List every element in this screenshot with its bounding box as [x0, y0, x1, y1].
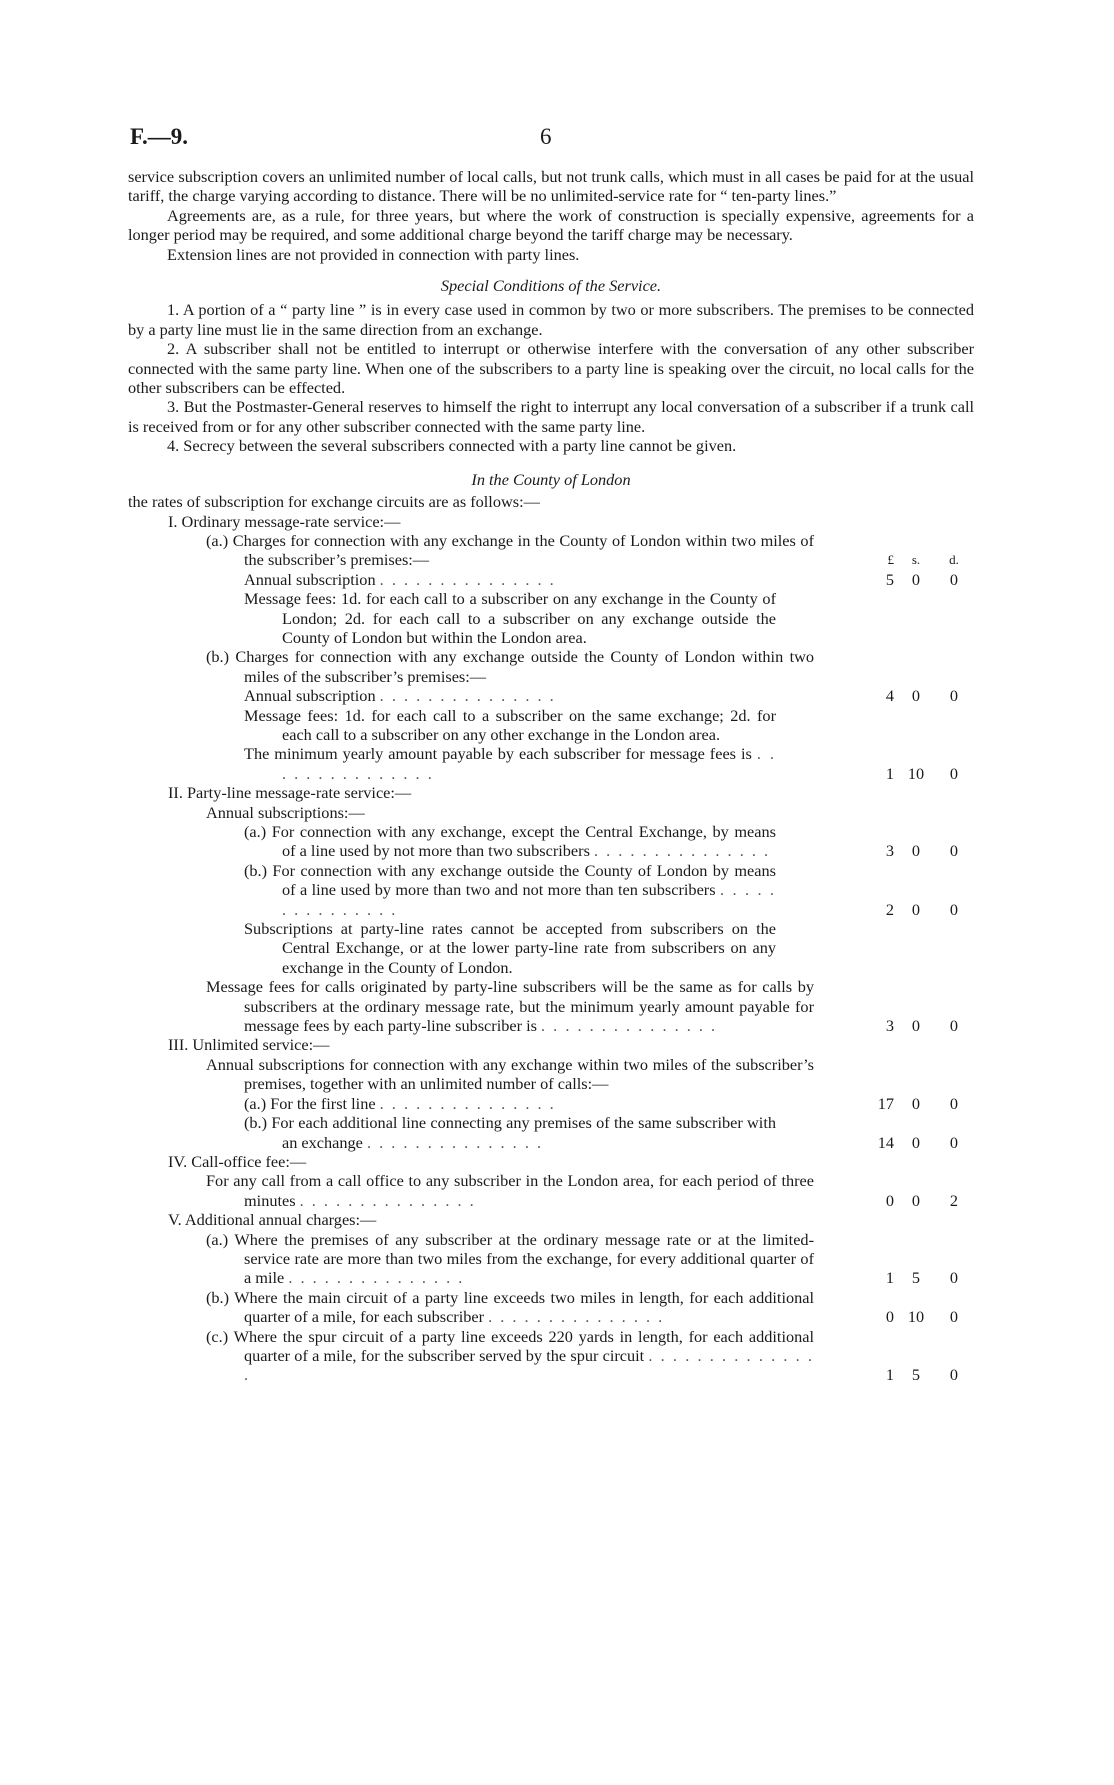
section-5-title: V. Additional annual charges:—	[168, 1210, 377, 1230]
section-4-title: IV. Call-office fee:—	[168, 1151, 307, 1171]
special-conditions-heading: Special Conditions of the Service.	[440, 276, 662, 296]
county-of-london-heading: In the County of London	[471, 469, 631, 489]
leader-dots: . . . . . . . . . . . . . . .	[379, 569, 556, 589]
section-3-intro: Annual subscriptions for connection with any exchange within two miles of the subscriber’s premises, together with an unlimited number of calls:—	[206, 1054, 814, 1094]
leader-dots: . . . . . . . . . . . . . . .	[379, 686, 556, 706]
amount-row: 1 10 0	[885, 763, 959, 783]
shilling-header: s.	[911, 552, 921, 568]
section-2-annual: Annual subscriptions:—	[206, 802, 365, 822]
amount-row: 17 0 0	[877, 1093, 959, 1113]
section-1a-fees: Message fees: 1d. for each call to a subscriber on any exchange in the County of London; 2d. for each call to a subscriber on any exchange outside the County of London but within the London area.	[244, 589, 776, 647]
section-2-note: Subscriptions at party-line rates cannot be accepted from subscribers on the Central Exchange, or at the lower party-line rate from subscribers on any exchange in the County of London.	[244, 919, 776, 977]
intro-paragraph-2: Agreements are, as a rule, for three years, but where the work of construction is specially expensive, agreements for a longer period may be required, and some additional charge beyond the tariff charge may be necessary.	[128, 205, 974, 245]
section-3b-text: (b.) For each additional line connecting any premises of the same subscriber with an exchange . . . . . . . . . . . . . . .	[244, 1113, 776, 1152]
amount-row: 1 5 0	[885, 1268, 959, 1288]
condition-3: 3. But the Postmaster-General reserves to himself the right to interrupt any local conversation of a subscriber if a trunk call is received from or for any other subscriber connected with the same party line.	[128, 397, 974, 436]
amount-row: 14 0 0	[877, 1132, 959, 1152]
pence-header: d.	[949, 552, 959, 568]
currency-header	[854, 550, 974, 569]
section-2-title: II. Party-line message-rate service:—	[168, 783, 412, 803]
pound-header: £	[887, 552, 894, 568]
condition-2: 2. A subscriber shall not be entitled to interrupt or otherwise interfere with the conversation of any other subscriber connected with the same party line. When one of the subscribers to a party line is speaking over the circuit, no local calls for the other subscribers can be effected.	[128, 339, 974, 398]
rate-schedule	[128, 512, 974, 1385]
section-1a-text: (a.) Charges for connection with any exchange in the County of London within two miles of the subscriber’s premises:—	[206, 530, 814, 570]
page-number: 6	[540, 124, 552, 149]
amount-row: 2 0 0	[885, 899, 959, 919]
section-3a-text: (a.) For the first line . . . . . . . . . . . . . . .	[244, 1093, 556, 1113]
section-1b-annual: Annual subscription . . . . . . . . . . . . . . .	[244, 686, 556, 706]
section-5b-text: (b.) Where the main circuit of a party line exceeds two miles in length, for each additional quarter of a mile, for each subscriber . . . . . . . . . . . . . . .	[206, 1287, 814, 1327]
section-5c-text: (c.) Where the spur circuit of a party line exceeds 220 yards in length, for each additional quarter of a mile, for the subscriber served by the spur circuit . . . . . . . . . . . . . . .	[206, 1326, 814, 1385]
amount-row: 3 0 0	[885, 1016, 959, 1036]
section-2b-text: (b.) For connection with any exchange outside the County of London by means of a line used by more than two and not more than ten subscribers . . . . . . . . . . . . . . .	[244, 860, 776, 919]
rates-intro: the rates of subscription for exchange circuits are as follows:—	[128, 492, 540, 512]
condition-1: 1. A portion of a “ party line ” is in every case used in common by two or more subscribers. The premises to be connected by a party line must lie in the same direction from an exchange.	[128, 300, 974, 339]
section-1b-minimum: The minimum yearly amount payable by each subscriber for message fees is . . . . . . . . . . . . . . .	[244, 744, 776, 783]
amount-row: 0 10 0	[885, 1307, 959, 1327]
section-5a-text: (a.) Where the premises of any subscriber at the ordinary message rate or at the limited-service rate are more than two miles from the exchange, for every additional quarter of a mile . . . . . . . . . . . . . . .	[206, 1229, 814, 1288]
section-1b-text: (b.) Charges for connection with any exchange outside the County of London within two miles of the subscriber’s premises:—	[206, 647, 814, 686]
intro-paragraph-3: Extension lines are not provided in connection with party lines.	[167, 244, 580, 264]
document-page	[128, 124, 974, 1385]
page-header	[128, 124, 974, 167]
condition-4: 4. Secrecy between the several subscribers connected with a party line cannot be given.	[167, 436, 737, 456]
amount-row: 1 5 0	[885, 1365, 959, 1385]
section-1b-fees: Message fees: 1d. for each call to a subscriber on the same exchange; 2d. for each call to a subscriber on any other exchange in the London area.	[244, 705, 776, 744]
section-3-title: III. Unlimited service:—	[168, 1035, 330, 1055]
section-1-title: I. Ordinary message-rate service:—	[168, 511, 401, 531]
section-1a-annual: Annual subscription . . . . . . . . . . . . . . .	[244, 569, 556, 589]
section-2-fees: Message fees for calls originated by party-line subscribers will be the same as for calls by subscribers at the ordinary message rate, but the minimum yearly amount payable for message fees by each party-line subscriber is . . . . . . . . . . . . . . .	[206, 977, 814, 1036]
intro-paragraph-1: service subscription covers an unlimited number of local calls, but not trunk calls, which must in all cases be paid for at the usual tariff, the charge varying according to distance. There will be no unlimited-service rate for “ ten-party lines.”	[128, 167, 974, 206]
section-2a-text: (a.) For connection with any exchange, except the Central Exchange, by means of a line used by not more than two subscribers . . . . . . . . . . . . . . .	[244, 822, 776, 861]
document-reference: F.—9.	[130, 124, 188, 149]
amount-row: 4 0 0	[885, 686, 959, 706]
amount-row: 3 0 0	[885, 841, 959, 861]
amount-row: 0 0 2	[885, 1190, 959, 1210]
section-4-text: For any call from a call office to any subscriber in the London area, for each period of three minutes . . . . . . . . . . . . . . .	[206, 1171, 814, 1210]
amount-row: 5 0 0	[885, 569, 959, 589]
